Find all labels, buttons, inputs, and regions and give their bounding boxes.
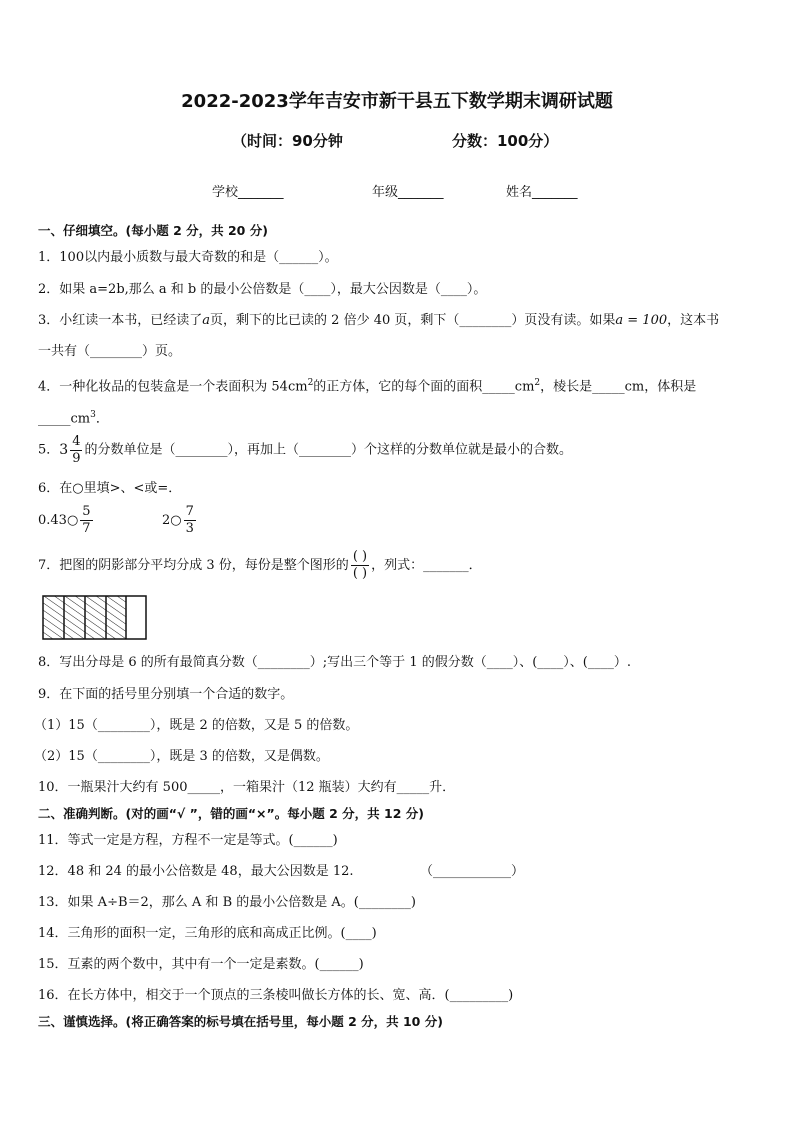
question-2: 2．如果 a=2b,那么 a 和 b 的最小公倍数是（____），最大公因数是（____）。 (38, 282, 487, 297)
compare-b-left: 2○ (162, 513, 182, 528)
question-7-text-b: ，列式：_______． (371, 558, 482, 573)
question-9-part-2: （2）15（________），既是 3 的倍数，又是偶数。 (34, 749, 329, 764)
question-8: 8．写出分母是 6 的所有最简真分数（________）;写出三个等于 1 的假分数（____）、(____）、(____）. (38, 655, 631, 670)
fraction-denominator: 7 (82, 521, 91, 536)
question-3-line-2: 一共有（________）页。 (38, 344, 182, 359)
question-6-compare-a (38, 503, 95, 539)
variable-a: a (202, 313, 211, 328)
question-5 (38, 432, 572, 469)
compare-a-left: 0.43○ (38, 513, 79, 528)
question-6-compare-b (162, 503, 198, 539)
fraction (80, 504, 92, 537)
question-12-answer-blank: （____________） (420, 864, 525, 879)
question-15: 15．互素的两个数中，其中有一个一定是素数。(______) (38, 957, 364, 972)
question-3-text-d: ，这本书 (667, 313, 720, 328)
name-field: 姓名_______ (506, 185, 578, 200)
section-2-heading: 二、准确判断。(对的画“√ ”，错的画“×”。每小题 2 分，共 12 分) (38, 806, 424, 821)
superscript: 3 (90, 410, 96, 420)
fraction-numerator: 4 (72, 433, 81, 449)
question-6: 6．在○里填>、<或=． (38, 481, 182, 496)
question-4 (38, 373, 696, 397)
question-16: 16．在长方体中，相交于一个顶点的三条棱叫做长方体的长、宽、高．(_________) (38, 988, 514, 1003)
question-4-text-c: ，棱长是_____cm，体积是 (540, 379, 697, 395)
exam-score: 分数：100分） (452, 132, 559, 150)
question-10: 10．一瓶果汁大约有 500_____，一箱果汁（12 瓶装）大约有_____升． (38, 780, 456, 795)
question-4-text-d: _____cm (38, 411, 91, 427)
question-12: 12．48 和 24 的最小公倍数是 48，最大公因数是 12. (38, 864, 354, 879)
variable-a-value: a = 100 (615, 313, 668, 328)
fraction-numerator: 5 (82, 504, 91, 519)
grade-field: 年级_______ (372, 185, 444, 200)
fraction-blank (351, 549, 369, 582)
question-3-text-b: 页，剩下的比已读的 2 倍少 40 页，剩下（________）页没有读。如果 (210, 313, 616, 328)
section-1-heading: 一、仔细填空。(每小题 2 分，共 20 分) (38, 223, 268, 238)
fraction-denominator: ( ) (352, 566, 368, 581)
question-9-part-1: （1）15（________），既是 2 的倍数，又是 5 的倍数。 (34, 718, 359, 733)
fraction (184, 504, 196, 537)
question-1: 1．100以内最小质数与最大奇数的和是（______）。 (38, 250, 338, 265)
question-11: 11．等式一定是方程，方程不一定是等式。(______) (38, 833, 338, 848)
fraction-denominator: 9 (72, 450, 81, 466)
section-3-heading: 三、谨慎选择。(将正确答案的标号填在括号里，每小题 2 分，共 10 分) (38, 1014, 443, 1029)
fraction-denominator: 3 (185, 521, 194, 536)
school-field: 学校_______ (212, 185, 284, 200)
page-title: 2022-2023学年吉安市新干县五下数学期末调研试题 (181, 91, 613, 112)
superscript: 2 (307, 378, 314, 388)
question-4-text-b: 的正方体，它的每个面的面积_____cm (313, 379, 535, 395)
question-14: 14．三角形的面积一定，三角形的底和高成正比例。(____) (38, 926, 377, 941)
question-5-text: 的分数单位是（________），再加上（________）个这样的分数单位就是最小的合数。 (84, 442, 572, 458)
question-5-number: 5． (38, 442, 60, 458)
fraction-numerator: 7 (185, 504, 194, 519)
question-3 (38, 311, 719, 331)
shaded-rectangle-figure (42, 595, 148, 641)
question-3-text-a: 3．小红读一本书，已经读了 (38, 313, 203, 328)
question-4-text-a: 4．一种化妆品的包装盒是一个表面积为 54cm (38, 379, 308, 395)
fraction (70, 434, 82, 467)
question-7 (38, 548, 482, 584)
question-13: 13．如果 A÷B＝2，那么 A 和 B 的最小公倍数是 A。(________) (38, 895, 416, 910)
exam-time: （时间：90分钟 (232, 132, 343, 150)
question-4-text-e: ． (95, 411, 109, 427)
question-9: 9．在下面的括号里分别填一个合适的数字。 (38, 687, 294, 702)
mixed-number-integer: 3 (59, 442, 69, 458)
superscript: 2 (534, 378, 541, 388)
fraction-numerator: ( ) (352, 549, 368, 564)
question-4-line-2 (38, 405, 109, 429)
question-7-text-a: 7．把图的阴影部分平均分成 3 份，每份是整个图形的 (38, 558, 349, 573)
